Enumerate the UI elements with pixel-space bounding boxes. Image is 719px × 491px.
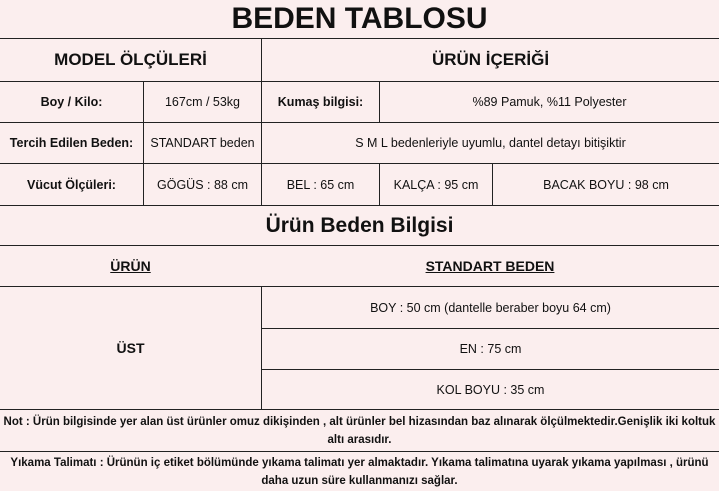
measurement-note-row <box>0 409 719 451</box>
preferred-size-label: Tercih Edilen Beden: <box>9 136 134 150</box>
body-measurements-row <box>0 163 719 205</box>
preferred-size-value: STANDART beden <box>143 123 261 163</box>
product-name: ÜST <box>116 340 145 356</box>
product-content-heading: ÜRÜN İÇERİĞİ <box>261 39 719 81</box>
fabric-label: Kumaş bilgisi: <box>261 82 379 122</box>
page-title: BEDEN TABLOSU <box>231 2 488 35</box>
section-heading-row <box>0 38 719 81</box>
leg-length-value: BACAK BOYU : 98 cm <box>492 164 719 205</box>
size-info-heading: Ürün Beden Bilgisi <box>265 213 454 237</box>
measurement-width: EN : 75 cm <box>261 328 719 369</box>
size-info-heading-row <box>0 205 719 245</box>
hip-value: KALÇA : 95 cm <box>379 164 492 205</box>
height-weight-value: 167cm / 53kg <box>143 82 261 122</box>
fabric-value: %89 Pamuk, %11 Polyester <box>379 82 719 122</box>
waist-value: BEL : 65 cm <box>261 164 379 205</box>
preferred-size-row <box>0 122 719 163</box>
body-measurements-label: Vücut Ölçüleri: <box>27 177 116 192</box>
product-column-header: ÜRÜN <box>110 258 151 274</box>
size-column-header: STANDART BEDEN <box>425 258 555 274</box>
chest-value: GÖGÜS : 88 cm <box>143 164 261 205</box>
compatibility-note: S M L bedenleriyle uyumlu, dantel detayı bitişiktir <box>261 123 719 163</box>
washing-note-row <box>0 451 719 491</box>
measurement-sleeve: KOL BOYU : 35 cm <box>261 369 719 410</box>
washing-instructions: Yıkama Talimatı : Ürünün iç etiket bölümünde yıkama talimatı yer almaktadır. Yıkama talimatına uyarak yıkama yapılması , ürünü daha uzun süre kullanmanızı sağlar. <box>10 456 709 487</box>
height-weight-row <box>0 81 719 122</box>
size-info-body <box>0 286 719 409</box>
measurement-note: Not : Ürün bilgisinde yer alan üst ürünler omuz dikişinden , alt ürünler bel hizasından baz alınarak ölçülmektedir.Genişlik iki koltuk altı arasıdır. <box>3 415 716 446</box>
size-info-header-row <box>0 245 719 286</box>
height-weight-label: Boy / Kilo: <box>40 95 103 109</box>
model-measurements-heading: MODEL ÖLÇÜLERİ <box>54 50 207 69</box>
measurement-length: BOY : 50 cm (dantelle beraber boyu 64 cm) <box>261 287 719 328</box>
